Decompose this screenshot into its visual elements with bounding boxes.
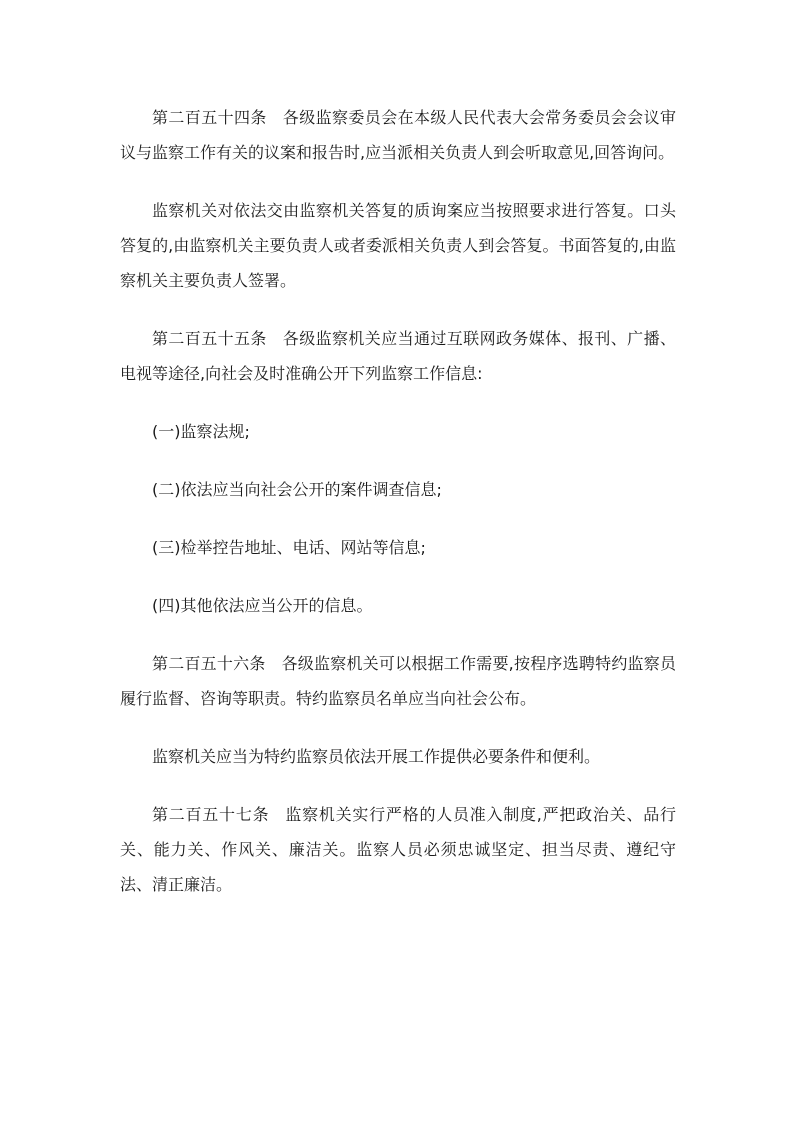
list-item-3 — [120, 530, 676, 565]
article-number: 第二百五十六条 — [152, 654, 266, 673]
list-item-2 — [120, 472, 676, 507]
paragraph-article-256 — [120, 646, 676, 716]
paragraph-text: 各级监察机关可以根据工作需要,按程序选聘特约监察员履行监督、咨询等职责。特约监察员名单应当向社会公布。 — [120, 654, 676, 708]
article-number: 第二百五十四条 — [152, 108, 267, 127]
article-number: 第二百五十七条 — [152, 805, 270, 824]
paragraph-text: 各级监察机关应当通过互联网政务媒体、报刊、广播、电视等途径,向社会及时准确公开下列监察工作信息: — [120, 329, 676, 383]
paragraph-text: 监察机关实行严格的人员准入制度,严把政治关、品行关、能力关、作风关、廉洁关。监察人员必须忠诚坚定、担当尽责、遵纪守法、清正廉洁。 — [120, 805, 676, 894]
list-item-text: (一)监察法规; — [152, 422, 250, 441]
list-item-text: (二)依法应当向社会公开的案件调查信息; — [152, 480, 442, 499]
list-item-4 — [120, 588, 676, 623]
paragraph-text: 监察机关应当为特约监察员依法开展工作提供必要条件和便利。 — [152, 747, 601, 766]
paragraph-text: 监察机关对依法交由监察机关答复的质询案应当按照要求进行答复。口头答复的,由监察机关主要负责人或者委派相关负责人到会答复。书面答复的,由监察机关主要负责人签署。 — [120, 201, 676, 290]
paragraph-special-supervisor-support — [120, 739, 676, 774]
paragraph-inquiry-reply — [120, 193, 676, 298]
paragraph-article-255 — [120, 321, 676, 391]
list-item-text: (四)其他依法应当公开的信息。 — [152, 596, 373, 615]
list-item-text: (三)检举控告地址、电话、网站等信息; — [152, 538, 426, 557]
paragraph-article-257 — [120, 797, 676, 902]
document-body — [120, 100, 676, 925]
list-item-1 — [120, 414, 676, 449]
paragraph-text: 各级监察委员会在本级人民代表大会常务委员会会议审议与监察工作有关的议案和报告时,应当派相关负责人到会听取意见,回答询问。 — [120, 108, 676, 162]
paragraph-article-254 — [120, 100, 676, 170]
article-number: 第二百五十五条 — [152, 329, 267, 348]
